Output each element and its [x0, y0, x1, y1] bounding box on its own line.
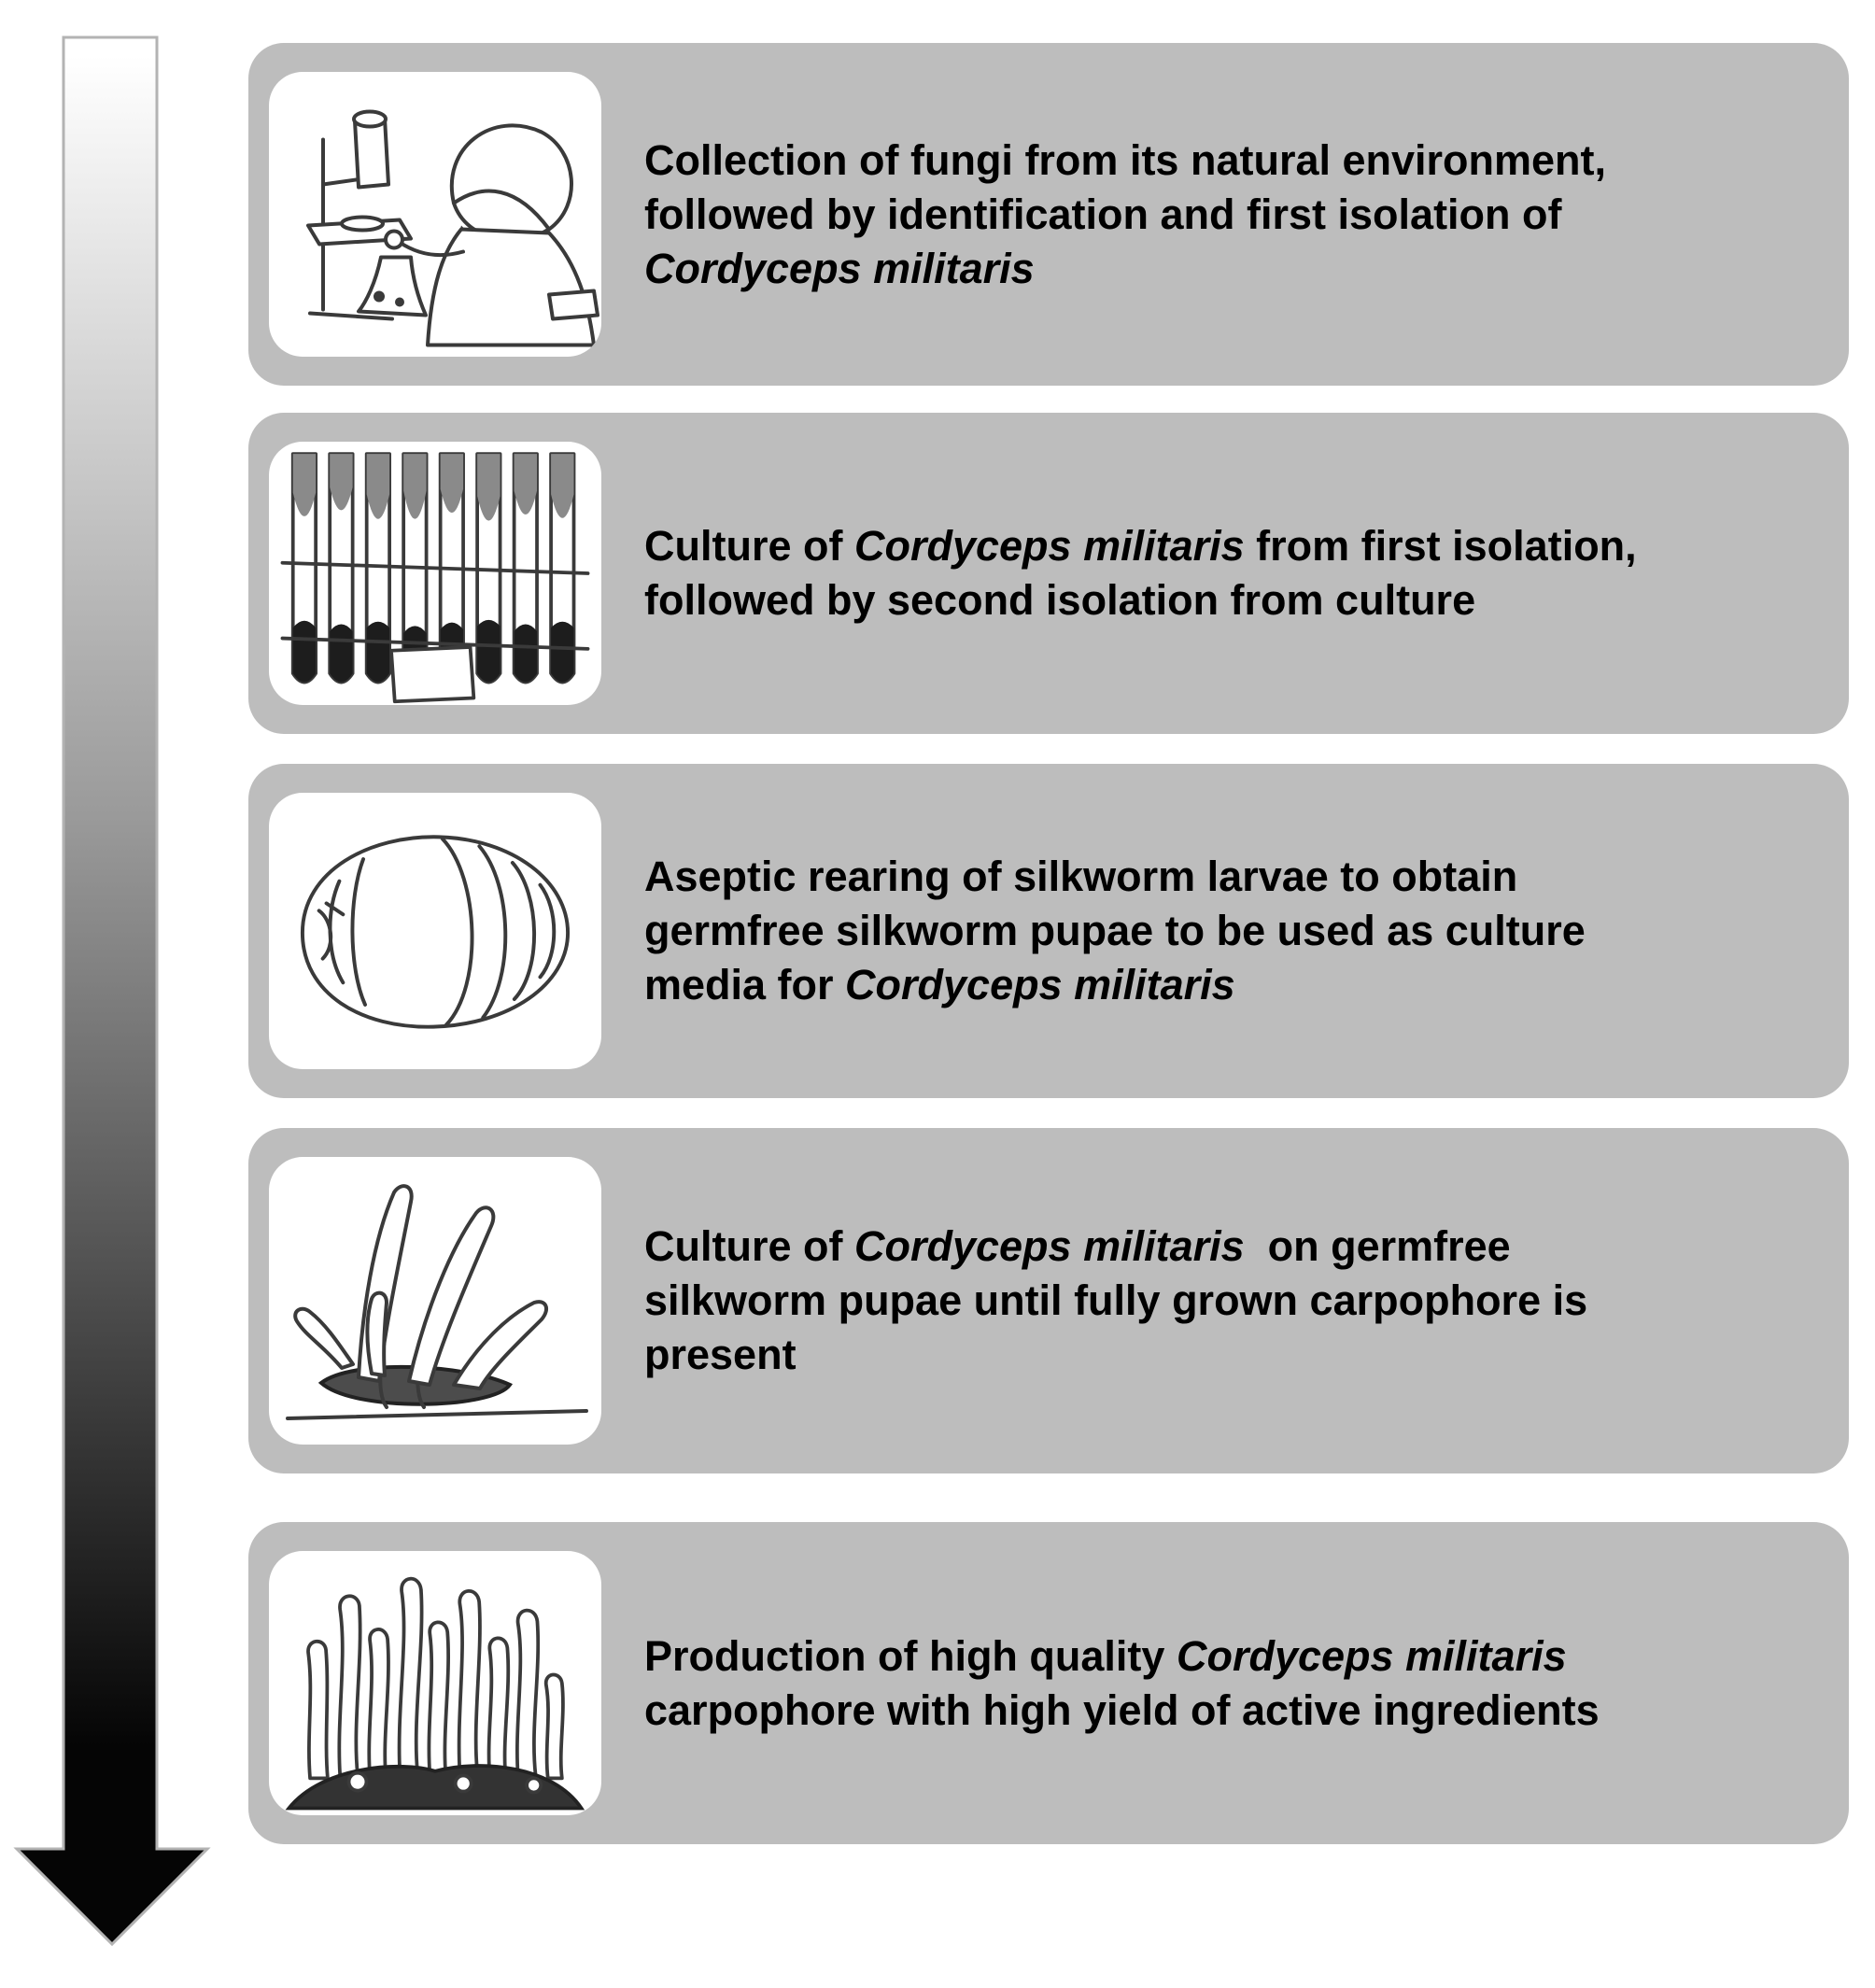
step-illustration [269, 72, 601, 357]
step-illustration [269, 442, 601, 705]
researcher-with-microscope-icon [269, 72, 601, 357]
test-tubes-in-rack-icon [269, 442, 601, 705]
step-illustration [269, 793, 601, 1069]
step-card-1 [248, 43, 1849, 386]
step-text: Collection of fungi from its natural environment, followed by identification and first isolation of Cordyceps militaris [644, 135, 1607, 292]
cordyceps-carpophore-cluster-icon [269, 1551, 601, 1815]
cordyceps-growing-on-pupa-icon [269, 1157, 601, 1445]
step-card-4 [248, 1128, 1849, 1473]
silkworm-pupa-icon [269, 793, 601, 1069]
down-arrow-icon [0, 0, 224, 1988]
step-card-2 [248, 413, 1849, 734]
step-illustration [269, 1551, 601, 1815]
step-card-3 [248, 764, 1849, 1098]
step-card-5 [248, 1522, 1849, 1844]
step-text: Culture of Cordyceps militaris on germfree silkworm pupae until fully grown carpophore is present [644, 1222, 1588, 1378]
process-flow-arrow [0, 0, 224, 1988]
step-illustration [269, 1157, 601, 1445]
step-text: Aseptic rearing of silkworm larvae to obtain germfree silkworm pupae to be used as culture media for Cordyceps militaris [644, 853, 1586, 1008]
step-text: Culture of Cordyceps militaris from first isolation, followed by second isolation from culture [644, 522, 1637, 624]
step-text: Production of high quality Cordyceps militaris carpophore with high yield of active ingredients [644, 1631, 1600, 1734]
